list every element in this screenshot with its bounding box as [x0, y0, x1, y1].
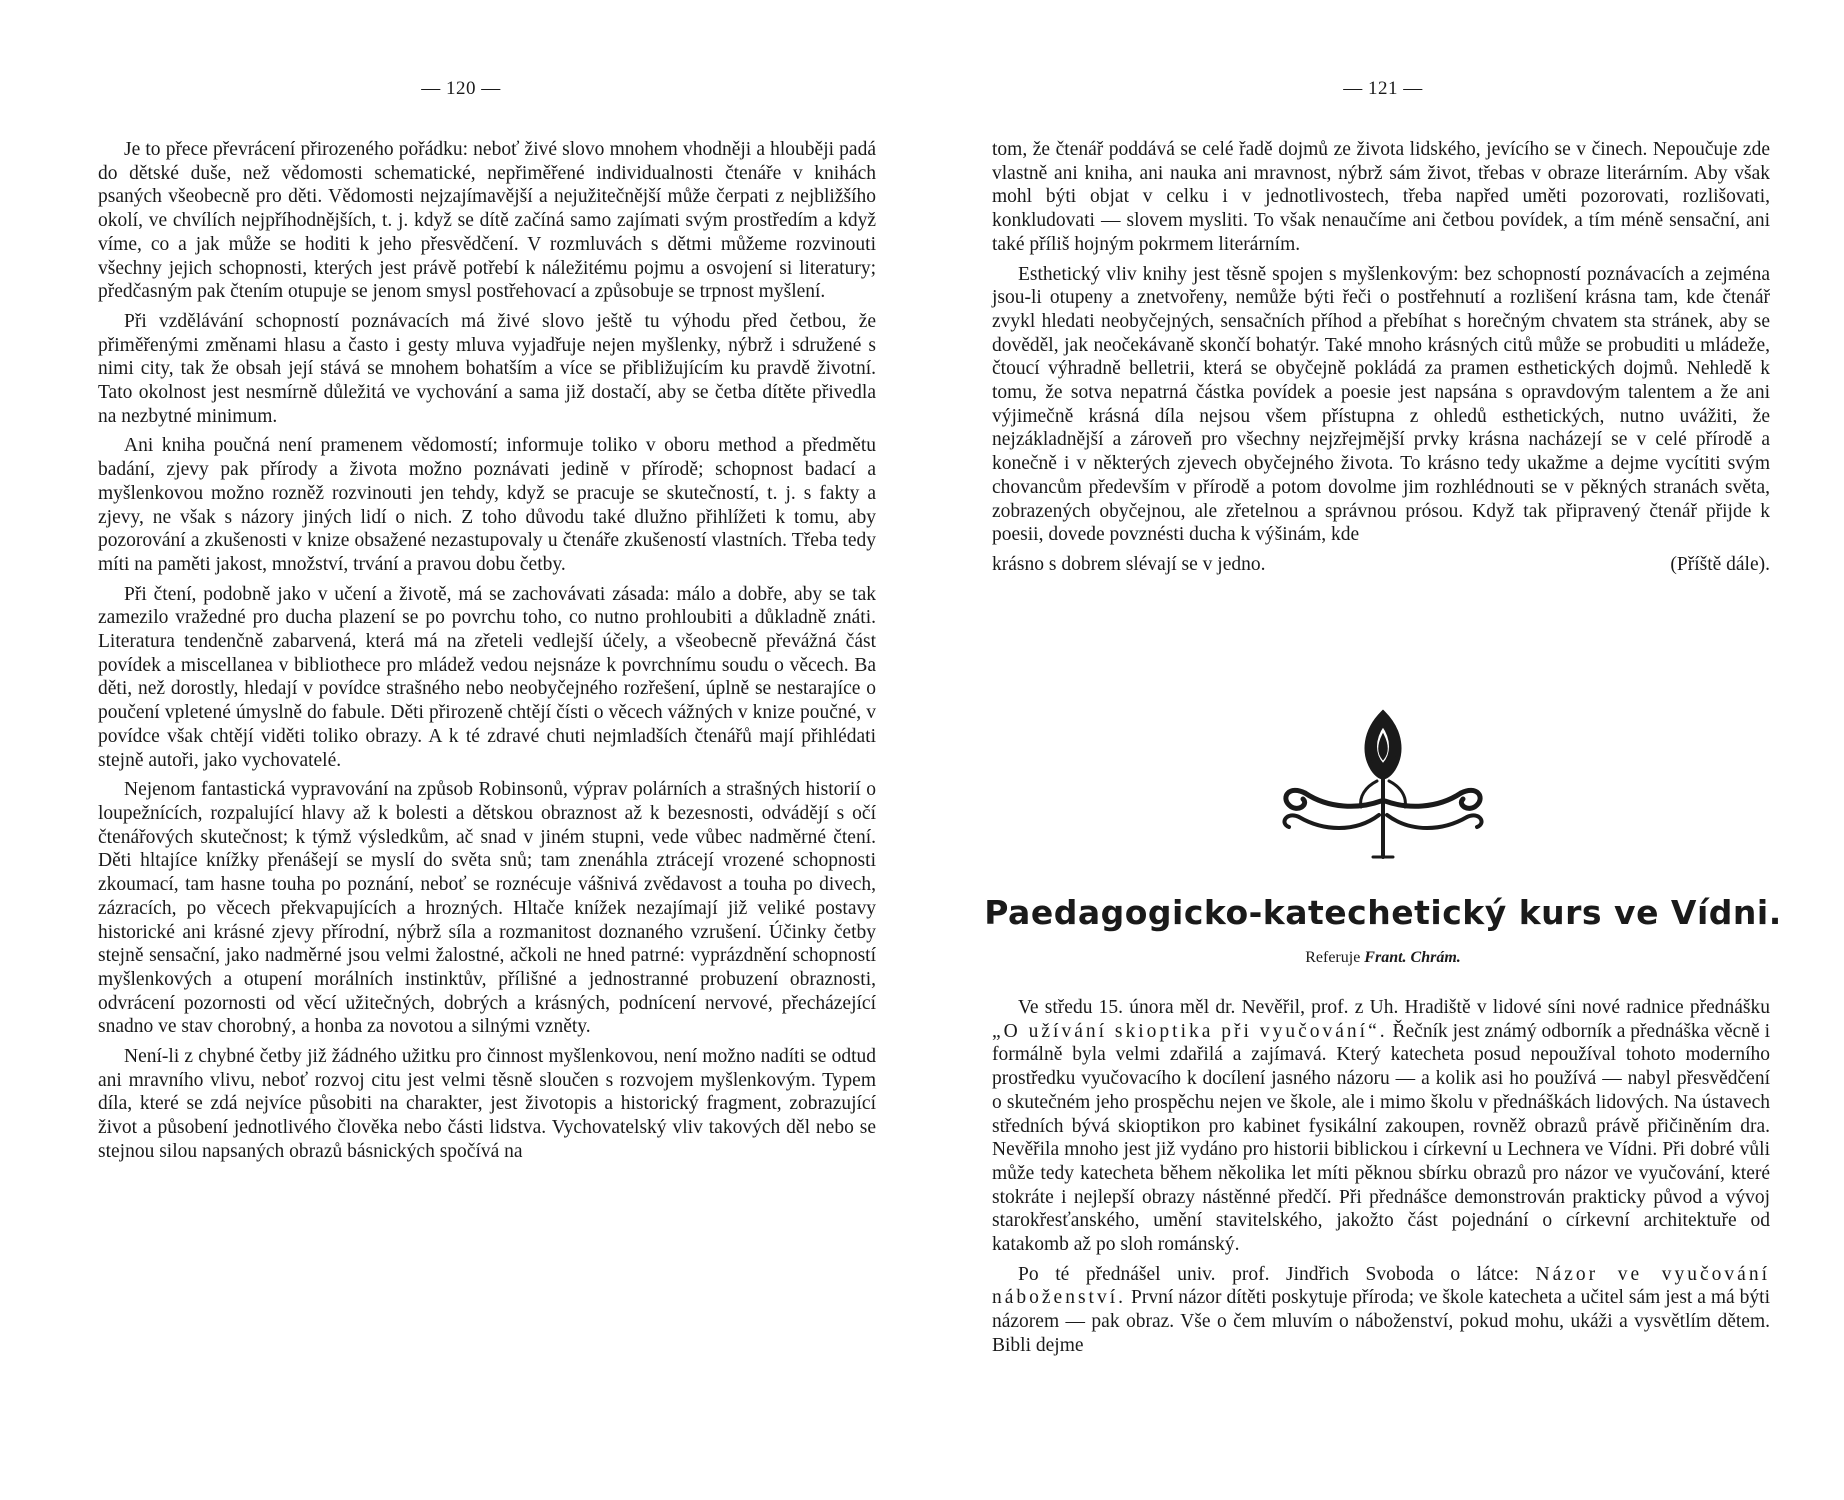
art-nouveau-floral-ornament-icon	[1269, 705, 1497, 863]
paragraph: Nejenom fantastická vypravování na způsob Robinsonů, výprav polárních a strašných historií o loupežnících, rozpalující hlavy až k bolesti a dětskou obraznost až k bezesnosti, odvádějí s očí čtenářových skutečnost; k týmž výsledkům, ač snad v jiném stupni, vede vůbec nadměrné čtení. Děti hltajíce knížky přenášejí se myslí do světa snů; tam znenáhla ztrácejí vrozené schopnosti zkoumací, tam hasne touha po poznání, neboť se roznécuje vášnivá zvědavost a touha po divech, zázracích, po věcech překvapujících a hrozných. Hltače knížek nezajímají již veliké postavy historické ani krásné zjevy přírodní, nýbrž síla a rozmanitost doznaného vzrušení. Účinky četby stejně sensační, jako nadměrné jsou velmi žalostné, ačkoli ne hned patrné: vyprázdnění schopností myšlenkových a otupení morálních instinktův, přílišné a jednostranné probuzení obraznosti, odvrácení pozornosti od věcí užitečných, dobrých a krásných, podnícení nervové, přecházející snadno ve stav chorobný, a honba za novotou a silnými vzněty.	[98, 779, 876, 1038]
byline	[922, 949, 1844, 967]
paragraph: tom, že čtenář poddává se celé řadě dojmů ze života lidského, jevícího se v činech. Nepoučuje zde vlastně ani kniha, ani nauka ani mravnost, nýbrž sám život, třebas v obraze literárním. Aby však mohl býti objat v celku i v jednotlivostech, třeba napřed uměti pozorovati, rozlišovati, konkludovati — slovem mysliti. To však nenaučíme ani četbou povídek, a tím méně sensační, ani také příliš hojným pokrmem literárním.	[992, 139, 1770, 255]
paragraph-text: Ve středu 15. února měl dr. Nevěřil, prof. z Uh. Hradiště v lidové síni nové radnice přednášku	[1018, 997, 1770, 1018]
article-title: Paedagogicko-katechetický kurs ve Vídni.	[984, 893, 1782, 932]
right-page	[922, 0, 1844, 1500]
paragraph-text: Řečník jest známý odborník a přednáška věcně i formálně byla velmi zdařilá a zajímavá. Který katecheta posud nepoužíval tohoto moderního prostředku vyučovacího k docílení jasného názoru — a kolik asi ho používá — nabyl přesvědčení o skutečném jeho prospěchu nejen ve škole, ale i mimo školu v přednáškách lidových. Na ústavech středních bývá skioptikon pro kabinet fysikální zakoupen, rovněž obrazů právě přičiněním dra. Nevěřila mnoho jest již vydáno pro historii biblickou i církevní u Lechnera ve Vídni. Při dobré vůli může tedy katecheta během několika let míti pěknou sbírku obrazů pro názor ve vyučování, které stokráte i nejlepší obrazy nástěnné předčí. Při přednášce demonstrován prakticky původ a vývoj starokřesťanského, umění stavitelského, jakožto část pojednání o církevní architektuře od katakomb až po sloh románský.	[992, 1020, 1770, 1256]
left-column-text	[98, 138, 876, 1170]
page-number-right: — 121 —	[1343, 78, 1423, 99]
continued-note: (Příště dále).	[1670, 553, 1770, 575]
lecture-title: „O užívání skioptika při vyučování“.	[992, 1020, 1388, 1042]
right-column-text	[992, 138, 1770, 577]
paragraph: Je to přece převrácení přirozeného pořádku: neboť živé slovo mnohem vhodněji a hlouběji padá do dětské duše, než vědomosti schematické, nepřiměřené individualnosti čtenáře v knihách psaných všeobecně pro děti. Vědomosti nejzajímavější a nejužitečnější může čerpati z nejbližšího okolí, ve chvílích nejpříhodnějších, t. j. když se dítě začíná samo zajímati svým prostředím a když víme, co a jak může se hoditi k jeho přesvědčení. V rozmluvách s dětmi můžeme rozvinouti všechny jejich schopnosti, kterých jest právě potřebí k náležitému pojmu a osvojení si literatury; předčasným pak čtením otupuje se jenom smysl postřehovací a způsobuje se trpnost myšlení.	[98, 139, 876, 303]
paragraph: Ani kniha poučná není pramenem vědomostí; informuje toliko v oboru method a předmětu badání, zjevy pak přírody a života možno poznávati jedině v přírodě; schopnost badací a myšlenkovou možno rozněž rozvinouti jen tehdy, když se pracuje se skutečností, t. j. s fakty a zjevy, ne však s názory jiných lidí o nich. Z toho důvodu také dlužno přihlížeti k tomu, aby pozorování a zkušenosti v knize obsažené nezastupovaly u čtenáře zkušeností vlastních. Třeba tedy míti na paměti jakost, množství, trvání a pravou dobu četby.	[98, 435, 876, 575]
closing-line	[992, 553, 1770, 577]
paragraph	[992, 996, 1770, 1257]
paragraph: Esthetický vliv knihy jest těsně spojen s myšlenkovým: bez schopností poznávacích a zejména jsou-li otupeny a znetvořeny, nemůže býti řeči o postřehnutí a rozlišení krásna tam, kde čtenář zvykl hledati neobyčejných, sensačních příhod a přebíhat s horečným chvatem sta stránek, aby se dověděl, jak neočekávaně skončí bohatýr. Také mnoho krásných citů může se probuditi u mládeže, čtoucí výhradně belletrii, která se obyčejně pokládá za pramen esthetických dojmů. Nehledě k tomu, že sotva nepatrná částka povídek a poesie jest napsána s opravdovým talentem a že ani výjimečně krásná díla nejsou všem přístupna z ohledů esthetických, nutno uvážiti, že nejzákladnější a zároveň pro všechny nejzřejmější prvky krásna nacházejí se v celé přírodě a konečně i v některých zjevech obyčejného života. To krásno tedy ukažme a dejme vycítiti svým chovancům především v přírodě a potom dovolme jim rozhlédnouti se v pěkných stranách světa, zobrazených obyčejnou, ale zřetelnou a správnou prósou. Když tak připravený čtenář přijde k poesii, dovede povznésti ducha k výšinám, kde	[992, 263, 1770, 546]
byline-author: Frant. Chrám.	[1364, 949, 1461, 966]
paragraph-text: První názor dítěti poskytuje příroda; ve škole katecheta a učitel sám jest a má býti názorem — pak obraz. Vše o čem mluvím o náboženství, pokud mohu, ukáži a vysvětlím dětem. Bibli dejme	[992, 1287, 1770, 1356]
byline-prefix: Referuje	[1305, 949, 1361, 966]
paragraph: Není-li z chybné četby již žádného užitku pro činnost myšlenkovou, není možno nadíti se odtud ani mravního vlivu, neboť rozvoj citu jest velmi těsně sloučen s rozvojem myšlenkovým. Typem díla, které se zdá nejvíce působiti na charakter, jest životopis a historický fragment, zobrazující život a působení jednotlivého člověka nebo části lidstva. Vychovatelský vliv takových děl nebo se stejnou silou napsaných obrazů básnických spočívá na	[98, 1046, 876, 1162]
lecture-topic: Názor ve vyučování náboženství.	[992, 1263, 1770, 1309]
article-body	[992, 996, 1770, 1364]
closing-line-text: krásno s dobrem slévají se v jedno.	[992, 553, 1266, 575]
paragraph: Při čtení, podobně jako v učení a životě, má se zachovávati zásada: málo a dobře, aby se tak zamezilo vražedné pro ducha plazení se po povrchu toho, co nutno prohloubiti a důkladně znáti. Literatura tendenčně zabarvená, která má na zřeteli vedlejší účely, a všeobecně převážná část povídek a miscellanea v bibliothece pro mládež vedou nejsnáze k povrchnímu soudu o věcech. Ba děti, než dorostly, hledají v povídce strašného nebo neobyčejného rozřešení, úplně se nestarajíce o poučení vpletené úmyslně do fabule. Děti přirozeně chtějí čísti o věcech vážných v knize poučné, v povídce však chtějí viděti toliko obrazy. A k té zdravé chuti nejmladších čtenářů mají přihlédati stejně autoři, jako vychovatelé.	[98, 583, 876, 771]
page-number-left: — 120 —	[421, 78, 501, 99]
paragraph-text: Po té přednášel univ. prof. Jindřich Svoboda o látce:	[1018, 1263, 1519, 1285]
paragraph	[992, 1263, 1770, 1358]
paragraph: Při vzdělávání schopností poznávacích má živé slovo ještě tu výhodu před četbou, že přiměřenými změnami hlasu a často i gesty mluva vyjadřuje nejen myšlenky, nýbrž i sdružené s nimi city, tak že obsah její stává se mnohem bohatším a více se přibližujícím ku pravdě životní. Tato okolnost jest nesmírně důležitá ve vychování a sama již dostačí, aby se četba dítěte přivedla na nezbytné minimum.	[98, 310, 876, 427]
